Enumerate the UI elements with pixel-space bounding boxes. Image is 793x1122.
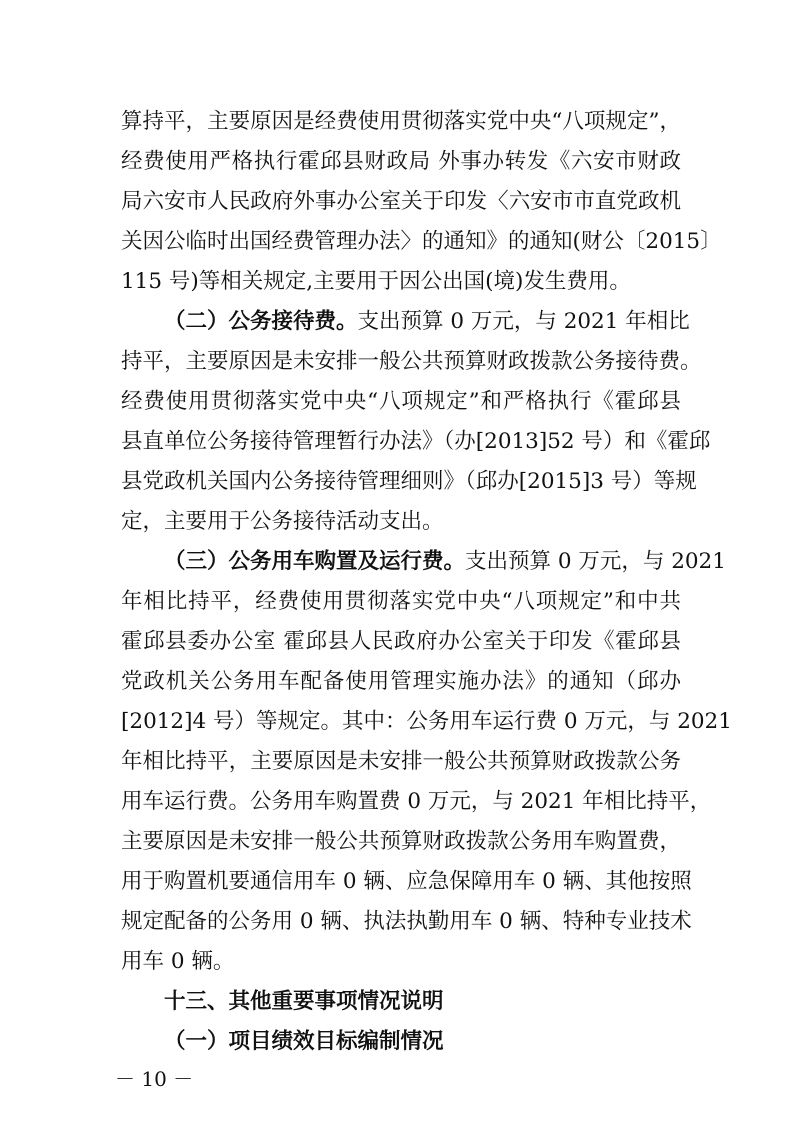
paragraph-line: 经费使用贯彻落实党中央“八项规定”和严格执行《霍邱县	[121, 389, 681, 414]
paragraph-line: 用车运行费。公务用车购置费 0 万元，与 2021 年相比持平，	[121, 789, 712, 814]
paragraph-line: 局六安市人民政府外事办公室关于印发〈六安市市直党政机	[121, 189, 681, 214]
paragraph-line: 115 号)等相关规定,主要用于因公出国(境)发生费用。	[121, 269, 631, 294]
paragraph-line: 持平，主要原因是未安排一般公共预算财政拨款公务接待费。	[121, 349, 702, 374]
paragraph-line: 主要原因是未安排一般公共预算财政拨款公务用车购置费，	[121, 829, 681, 854]
reception-fee-text: 支出预算 0 万元，与 2021 年相比	[357, 309, 690, 334]
paragraph-line: 经费使用严格执行霍邱县财政局 外事办转发《六安市财政	[121, 149, 681, 174]
paragraph-line: 年相比持平，经费使用贯彻落实党中央“八项规定”和中共	[121, 589, 681, 614]
paragraph-line: 党政机关公务用车配备使用管理实施办法》的通知（邱办	[121, 669, 681, 694]
reception-fee-first-line	[164, 307, 690, 337]
paragraph-line: 年相比持平，主要原因是未安排一般公共预算财政拨款公务	[121, 749, 681, 774]
vehicle-fee-first-line	[164, 547, 726, 577]
section-heading: 十三、其他重要事项情况说明	[164, 989, 444, 1014]
paragraph-line: 定，主要用于公务接待活动支出。	[121, 509, 444, 534]
paragraph-line: [2012]4 号）等规定。其中：公务用车运行费 0 万元，与 2021	[121, 709, 732, 734]
reception-fee-title: （二）公务接待费。	[164, 309, 358, 334]
paragraph-line: 关因公临时出国经费管理办法〉的通知》的通知(财公〔2015〕	[121, 229, 722, 254]
vehicle-fee-text: 支出预算 0 万元，与 2021	[465, 549, 726, 574]
paragraph-line: 算持平，主要原因是经费使用贯彻落实党中央“八项规定”，	[121, 109, 681, 134]
paragraph-line: 霍邱县委办公室 霍邱县人民政府办公室关于印发《霍邱县	[121, 629, 681, 654]
paragraph-line: 规定配备的公务用 0 辆、执法执勤用车 0 辆、特种专业技术	[121, 909, 692, 934]
paragraph-line: 用车 0 辆。	[121, 949, 235, 974]
page-number: － 10 －	[115, 1067, 194, 1091]
paragraph-line: 县直单位公务接待管理暂行办法》（办[2013]52 号）和《霍邱	[121, 429, 711, 454]
paragraph-line: 县党政机关国内公务接待管理细则》（邱办[2015]3 号）等规	[121, 469, 697, 494]
sub-heading: （一）项目绩效目标编制情况	[164, 1029, 444, 1054]
vehicle-fee-title: （三）公务用车购置及运行费。	[164, 549, 466, 574]
paragraph-line: 用于购置机要通信用车 0 辆、应急保障用车 0 辆、其他按照	[121, 869, 692, 894]
